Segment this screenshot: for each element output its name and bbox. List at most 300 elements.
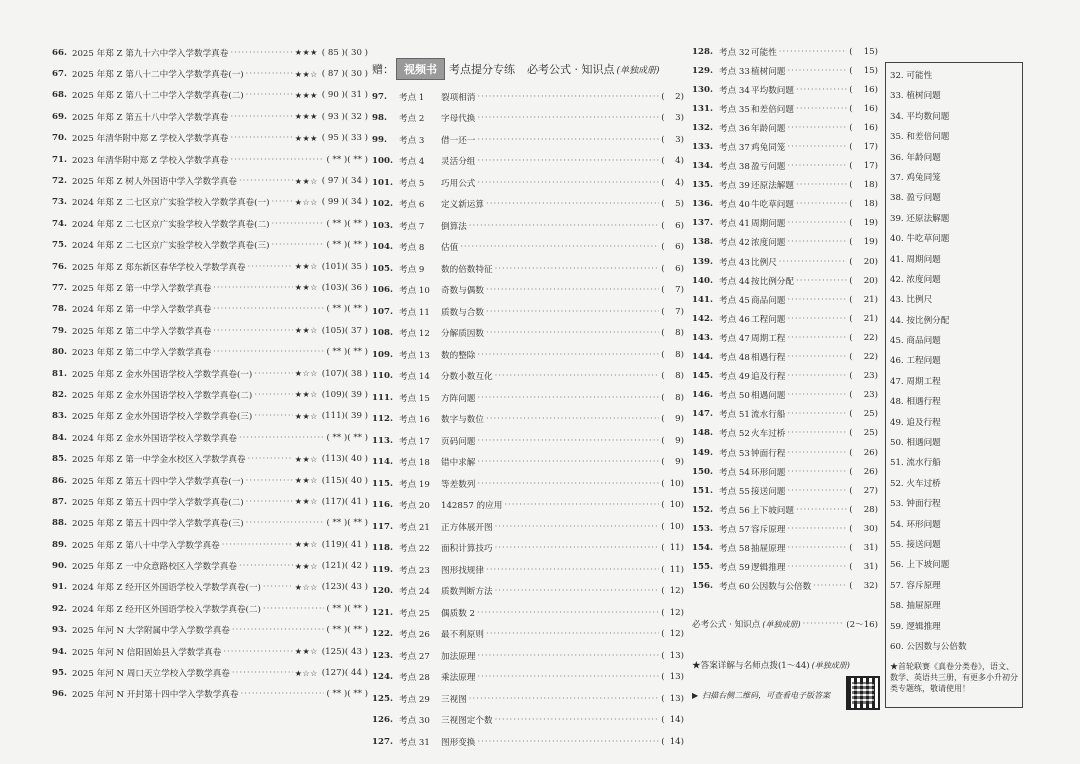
leader-dots — [495, 715, 660, 725]
topic-row[interactable] — [692, 157, 878, 176]
leader-dots — [787, 448, 847, 458]
topic-code: 考点 23 — [399, 565, 430, 576]
exam-title: 2025 年郑 Z 第五十四中学入学数学真卷(三) — [72, 519, 244, 530]
topic-title: 倒算法 — [441, 221, 467, 232]
exam-row[interactable] — [52, 577, 368, 598]
exam-row[interactable] — [52, 491, 368, 512]
topic-code: 考点 29 — [399, 694, 430, 705]
answer-page: ( 35 ) — [344, 261, 368, 272]
exam-row[interactable] — [52, 620, 368, 641]
topic-row[interactable] — [372, 495, 684, 517]
exam-title: 2025 年郑 Z 第五十四中学入学数学真卷(一) — [72, 476, 244, 487]
topic-row[interactable] — [372, 473, 684, 495]
topic-row[interactable] — [372, 280, 684, 302]
sidebar-item[interactable]: 42. 浓度问题 — [890, 274, 941, 285]
exam-number: 68. — [52, 90, 67, 101]
topic-code: 考点 43 — [719, 257, 750, 268]
gift-header — [372, 58, 660, 80]
topic-row[interactable] — [692, 386, 878, 405]
answer-page: ( ** ) — [347, 154, 368, 165]
sidebar-item[interactable]: 56. 上下坡问题 — [890, 560, 950, 571]
topic-code: 考点 58 — [719, 543, 750, 554]
topic-title: 环形问题 — [751, 467, 786, 478]
paren-open: ( — [661, 263, 665, 274]
topic-page: 13 — [669, 672, 681, 683]
sidebar-item[interactable]: 47. 周期工程 — [890, 376, 941, 387]
leader-dots — [813, 581, 847, 591]
exam-number: 78. — [52, 304, 67, 315]
topic-page: 19 — [863, 218, 875, 229]
topic-row[interactable] — [372, 516, 684, 538]
paren-open: ( — [661, 134, 665, 145]
topic-page: 25 — [863, 428, 875, 439]
sidebar-item[interactable]: 34. 平均数问题 — [890, 111, 950, 122]
exam-row[interactable] — [52, 149, 368, 170]
answer-page: ( ** ) — [347, 304, 368, 315]
difficulty-stars: ★★★ — [294, 90, 318, 100]
topic-number: 116. — [372, 500, 393, 511]
paren-open: ( — [661, 650, 665, 661]
topic-title: 等差数列 — [441, 479, 476, 490]
exam-row[interactable] — [52, 406, 368, 427]
exam-title: 2025 年郑 Z 郑东新区春华学校入学数学真卷 — [72, 262, 246, 273]
topic-code: 考点 38 — [719, 162, 750, 173]
topic-row[interactable] — [372, 452, 684, 474]
leader-dots — [779, 47, 847, 57]
paren-open: ( — [849, 485, 853, 496]
leader-dots — [477, 135, 659, 145]
topic-row[interactable] — [372, 258, 684, 280]
sidebar-item[interactable]: 59. 逻辑推理 — [890, 621, 941, 632]
topic-number: 130. — [692, 84, 713, 95]
topic-number: 117. — [372, 521, 393, 532]
topic-row[interactable] — [372, 581, 684, 603]
gift-subtitle: 考点提分专练 — [449, 63, 515, 76]
topic-page: 27 — [863, 485, 875, 496]
topic-title: 图形找规律 — [441, 565, 484, 576]
sidebar-item[interactable]: 48. 相遇行程 — [890, 397, 941, 408]
topic-row[interactable] — [692, 424, 878, 443]
paren-close: ) — [680, 543, 684, 554]
difficulty-stars: ★★☆ — [294, 561, 318, 571]
topic-row[interactable] — [692, 367, 878, 386]
paren-close: ) — [680, 414, 684, 425]
exam-number: 73. — [52, 197, 67, 208]
topic-code: 考点 19 — [399, 479, 430, 490]
sidebar-item[interactable]: 51. 流水行船 — [890, 458, 941, 469]
paren-close: ) — [874, 390, 878, 401]
leader-dots — [796, 85, 847, 95]
topic-code: 考点 48 — [719, 353, 750, 364]
question-page: (109) — [321, 389, 345, 400]
qr-code-icon[interactable] — [846, 676, 880, 710]
exam-number: 76. — [52, 261, 67, 272]
answers-line — [692, 659, 878, 671]
topic-row[interactable] — [692, 481, 878, 500]
topic-page: 23 — [863, 390, 875, 401]
topic-row[interactable] — [372, 538, 684, 560]
topic-number: 102. — [372, 199, 393, 210]
paren-close: ) — [680, 177, 684, 188]
topic-row[interactable] — [372, 215, 684, 237]
exam-row[interactable] — [52, 534, 368, 555]
answer-page: ( 34 ) — [344, 176, 368, 187]
topic-row[interactable] — [692, 443, 878, 462]
sidebar-item[interactable]: 40. 牛吃草问题 — [890, 234, 950, 245]
topic-code: 考点 8 — [399, 243, 425, 254]
topic-code: 考点 11 — [399, 307, 430, 318]
leader-dots — [787, 161, 847, 171]
topic-code: 考点 15 — [399, 393, 430, 404]
sidebar-item[interactable]: 54. 环形问题 — [890, 519, 941, 530]
paren-close: ) — [680, 607, 684, 618]
topic-row[interactable] — [692, 309, 878, 328]
topic-number: 137. — [692, 218, 713, 229]
question-page: ( 97 ) — [321, 176, 345, 187]
topic-title: 工程问题 — [751, 314, 786, 325]
sidebar-item[interactable]: 35. 和差倍问题 — [890, 132, 950, 143]
topic-page: 8 — [675, 328, 681, 339]
topic-row[interactable] — [372, 237, 684, 259]
topic-row[interactable] — [692, 195, 878, 214]
paren-close: ) — [680, 263, 684, 274]
topic-code: 考点 4 — [399, 157, 425, 168]
paren-open: ( — [661, 478, 665, 489]
topic-code: 考点 39 — [719, 181, 750, 192]
leader-dots — [477, 92, 659, 102]
paren-open: ( — [849, 352, 853, 363]
topic-title: 商品问题 — [751, 295, 786, 306]
paren-open: ( — [661, 91, 665, 102]
exam-row[interactable] — [52, 363, 368, 384]
exam-number: 86. — [52, 475, 67, 486]
paren-open: ( — [661, 564, 665, 575]
exam-number: 84. — [52, 432, 67, 443]
formulas-line — [692, 618, 878, 630]
leader-dots — [787, 467, 847, 477]
topic-row[interactable] — [372, 194, 684, 216]
exam-row[interactable] — [52, 85, 368, 106]
topic-row[interactable] — [372, 151, 684, 173]
leader-dots — [263, 582, 293, 592]
topic-number: 131. — [692, 103, 713, 114]
topic-page: 12 — [669, 586, 681, 597]
topic-row[interactable] — [692, 118, 878, 137]
topic-title: 定义新运算 — [441, 200, 484, 211]
exam-number: 77. — [52, 282, 67, 293]
topic-row[interactable] — [372, 409, 684, 431]
sidebar-item[interactable]: 50. 相遇问题 — [890, 438, 941, 449]
topic-title: 页码问题 — [441, 436, 476, 447]
exam-number: 88. — [52, 518, 67, 529]
paren-open: ( — [849, 562, 853, 573]
topic-row[interactable] — [692, 214, 878, 233]
topic-page: 21 — [863, 294, 875, 305]
topic-code: 考点 57 — [719, 524, 750, 535]
exam-number: 90. — [52, 561, 67, 572]
topic-title: 加法原理 — [441, 651, 476, 662]
topic-title: 牛吃草问题 — [751, 200, 794, 211]
topic-row[interactable] — [692, 99, 878, 118]
paren-open: ( — [849, 275, 853, 286]
question-page: ( ** ) — [326, 689, 348, 700]
answer-page: ( 33 ) — [344, 133, 368, 144]
leader-dots — [246, 518, 325, 528]
topic-row[interactable] — [692, 252, 878, 271]
topic-title: 巧用公式 — [441, 178, 476, 189]
sidebar-item[interactable]: 45. 商品问题 — [890, 336, 941, 347]
paren-close: ) — [874, 523, 878, 534]
paren-open: ( — [661, 693, 665, 704]
exam-row[interactable] — [52, 641, 368, 662]
topic-code: 考点 10 — [399, 286, 430, 297]
exam-row[interactable] — [52, 662, 368, 683]
exam-title: 2025 年河 N 周口天立学校入学数学真卷 — [72, 669, 230, 680]
paren-open: ( — [661, 177, 665, 188]
topic-row[interactable] — [692, 42, 878, 61]
topic-row[interactable] — [372, 301, 684, 323]
topic-page: 21 — [863, 313, 875, 324]
topic-code: 考点 35 — [719, 104, 750, 115]
topic-row[interactable] — [372, 344, 684, 366]
exam-number: 80. — [52, 347, 67, 358]
exam-title: 2025 年郑 Z 第五十四中学入学数学真卷(二) — [72, 497, 244, 508]
sidebar-item[interactable]: 53. 钟面行程 — [890, 499, 941, 510]
topic-page: 9 — [675, 457, 681, 468]
exam-row[interactable] — [52, 341, 368, 362]
formulas-note: (单独成册) — [762, 619, 801, 629]
topic-page: 8 — [675, 349, 681, 360]
topic-code: 考点 56 — [719, 505, 750, 516]
topic-row[interactable] — [692, 271, 878, 290]
answer-page: ( 30 ) — [344, 47, 368, 58]
sidebar-item[interactable]: 57. 容斥原理 — [890, 580, 941, 591]
topic-row[interactable] — [372, 731, 684, 753]
topic-number: 107. — [372, 306, 393, 317]
paren-close: ) — [874, 352, 878, 363]
sidebar-item[interactable]: 49. 追及行程 — [890, 417, 941, 428]
leader-dots — [222, 540, 293, 550]
topic-number: 134. — [692, 161, 713, 172]
topic-code: 考点 60 — [719, 582, 750, 593]
topic-row[interactable] — [692, 290, 878, 309]
paren-open: ( — [661, 392, 665, 403]
topic-row[interactable] — [372, 129, 684, 151]
paren-close: ) — [874, 447, 878, 458]
leader-dots — [254, 369, 293, 379]
topic-row[interactable] — [692, 328, 878, 347]
sidebar-item[interactable]: 33. 植树问题 — [890, 91, 941, 102]
topic-row[interactable] — [372, 86, 684, 108]
sidebar-item[interactable]: 36. 年龄问题 — [890, 152, 941, 163]
exam-row[interactable] — [52, 128, 368, 149]
topic-page: 11 — [669, 543, 681, 554]
topic-row[interactable] — [372, 602, 684, 624]
topic-code: 考点 33 — [719, 66, 750, 77]
leader-dots — [223, 647, 292, 657]
topic-row[interactable] — [372, 387, 684, 409]
topic-row[interactable] — [372, 624, 684, 646]
topic-row[interactable] — [692, 500, 878, 519]
exam-number: 89. — [52, 539, 67, 550]
exam-title: 2025 年郑 Z 金水外国语学校入学数学真卷(一) — [72, 369, 253, 380]
topic-number: 100. — [372, 156, 393, 167]
paren-close: ) — [874, 237, 878, 248]
sidebar-item[interactable]: 58. 抽屉原理 — [890, 601, 941, 612]
paren-open: ( — [849, 447, 853, 458]
exam-row[interactable] — [52, 42, 368, 63]
topic-row[interactable] — [692, 61, 878, 80]
exam-row[interactable] — [52, 470, 368, 491]
sidebar-item[interactable]: 37. 鸡兔同笼 — [890, 172, 941, 183]
question-page: ( 95 ) — [321, 133, 345, 144]
answer-page: ( ** ) — [347, 625, 368, 636]
leader-dots — [477, 178, 659, 188]
topic-title: 图形变换 — [441, 737, 476, 748]
exam-number: 93. — [52, 625, 67, 636]
exam-row[interactable] — [52, 235, 368, 256]
topic-page: 8 — [675, 392, 681, 403]
topic-row[interactable] — [692, 348, 878, 367]
topic-title: 错中求解 — [441, 458, 476, 469]
leader-dots — [230, 155, 324, 165]
topic-row[interactable] — [372, 172, 684, 194]
topic-row[interactable] — [372, 667, 684, 689]
topic-code: 考点 32 — [719, 47, 750, 58]
exam-row[interactable] — [52, 427, 368, 448]
topic-page: 23 — [863, 371, 875, 382]
leader-dots — [787, 428, 847, 438]
topic-title: 植树问题 — [751, 66, 786, 77]
sidebar-item[interactable]: 43. 比例尺 — [890, 295, 933, 306]
sidebar-item[interactable]: 60. 公因数与公倍数 — [890, 641, 967, 652]
exam-row[interactable] — [52, 63, 368, 84]
paren-open: ( — [661, 349, 665, 360]
answer-page: ( 38 ) — [344, 368, 368, 379]
video-book-badge: 视频书 — [396, 58, 445, 80]
topic-row[interactable] — [692, 233, 878, 252]
exam-row[interactable] — [52, 684, 368, 705]
leader-dots — [263, 604, 325, 614]
exam-title: 2023 年清华附中郑 Z 学校入学数学真卷 — [72, 155, 229, 166]
answer-page: ( 40 ) — [344, 475, 368, 486]
exam-title: 2024 年郑 Z 第一中学入学数学真卷 — [72, 305, 212, 316]
sidebar-item[interactable]: 32. 可能性 — [890, 71, 933, 81]
exam-row[interactable] — [52, 555, 368, 576]
topic-row[interactable] — [692, 577, 878, 596]
sidebar-item[interactable]: 44. 按比例分配 — [890, 315, 950, 326]
paren-open: ( — [661, 285, 665, 296]
topic-row[interactable] — [372, 366, 684, 388]
topic-row[interactable] — [692, 538, 878, 557]
paren-open: ( — [849, 409, 853, 420]
exam-row[interactable] — [52, 448, 368, 469]
paren-close: ) — [874, 142, 878, 153]
topic-row[interactable] — [372, 688, 684, 710]
paren-close: ) — [680, 156, 684, 167]
topic-row[interactable] — [372, 323, 684, 345]
exam-row[interactable] — [52, 513, 368, 534]
sidebar-item[interactable]: 38. 盈亏问题 — [890, 193, 941, 204]
sidebar-item[interactable]: 39. 还原法解题 — [890, 213, 950, 224]
leader-dots — [787, 352, 847, 362]
sidebar-item[interactable]: 41. 周期问题 — [890, 254, 941, 265]
topic-row[interactable] — [372, 430, 684, 452]
leader-dots — [796, 199, 847, 209]
exam-row[interactable] — [52, 192, 368, 213]
exam-number: 66. — [52, 47, 67, 58]
exam-title: 2025 年郑 Z 金水外国语学校入学数学真卷(三) — [72, 412, 253, 423]
paren-open: ( — [661, 500, 665, 511]
topic-code: 考点 9 — [399, 264, 425, 275]
exam-title: 2025 年郑 Z 金水外国语学校入学数学真卷(二) — [72, 390, 253, 401]
exam-row[interactable] — [52, 106, 368, 127]
leader-dots — [230, 48, 292, 58]
topic-page: 2 — [675, 91, 681, 102]
paren-open: ( — [849, 180, 853, 191]
topic-row[interactable] — [372, 710, 684, 732]
topic-code: 考点 17 — [399, 436, 430, 447]
topic-title: 数的倍数特征 — [441, 264, 493, 275]
topic-row[interactable] — [692, 80, 878, 99]
exam-number: 91. — [52, 582, 67, 593]
exam-title: 2025 年郑 Z 第二中学入学数学真卷 — [72, 326, 212, 337]
exam-row[interactable] — [52, 598, 368, 619]
topic-row[interactable] — [692, 519, 878, 538]
leader-dots — [787, 142, 847, 152]
exam-row[interactable] — [52, 384, 368, 405]
paren-close: ) — [874, 562, 878, 573]
topic-row[interactable] — [372, 645, 684, 667]
exam-row[interactable] — [52, 256, 368, 277]
topic-title: 相遇问题 — [751, 391, 786, 402]
topic-row[interactable] — [372, 559, 684, 581]
topic-title: 按比例分配 — [751, 276, 794, 287]
answer-page: ( 41 ) — [344, 539, 368, 550]
paren-close: ) — [874, 84, 878, 95]
paren-close: ) — [874, 409, 878, 420]
topic-row[interactable] — [692, 462, 878, 481]
sidebar-item[interactable]: 55. 接送问题 — [890, 539, 941, 550]
topic-row[interactable] — [372, 108, 684, 130]
leader-dots — [486, 199, 659, 209]
exam-row[interactable] — [52, 299, 368, 320]
exam-row[interactable] — [52, 213, 368, 234]
topic-number: 118. — [372, 543, 393, 554]
topic-row[interactable] — [692, 405, 878, 424]
difficulty-stars: ★★☆ — [294, 647, 318, 657]
topic-title: 公因数与公倍数 — [751, 582, 812, 593]
leader-dots — [495, 264, 660, 274]
topic-code: 考点 36 — [719, 123, 750, 134]
topic-row[interactable] — [692, 137, 878, 156]
sidebar-item[interactable]: 52. 火车过桥 — [890, 478, 941, 489]
exam-number: 71. — [52, 154, 67, 165]
exam-row[interactable] — [52, 320, 368, 341]
topic-page: 4 — [675, 156, 681, 167]
topic-row[interactable] — [692, 176, 878, 195]
topic-number: 152. — [692, 504, 713, 515]
exam-row[interactable] — [52, 170, 368, 191]
paren-open: ( — [849, 199, 853, 210]
leader-dots — [477, 436, 659, 446]
exam-row[interactable] — [52, 277, 368, 298]
exam-title: 2025 年郑 Z 第八十二中学入学数学真卷(二) — [72, 91, 244, 102]
sidebar-item[interactable]: 46. 工程问题 — [890, 356, 941, 367]
topic-row[interactable] — [692, 558, 878, 577]
paren-open: ( — [849, 294, 853, 305]
paren-open: ( — [849, 65, 853, 76]
